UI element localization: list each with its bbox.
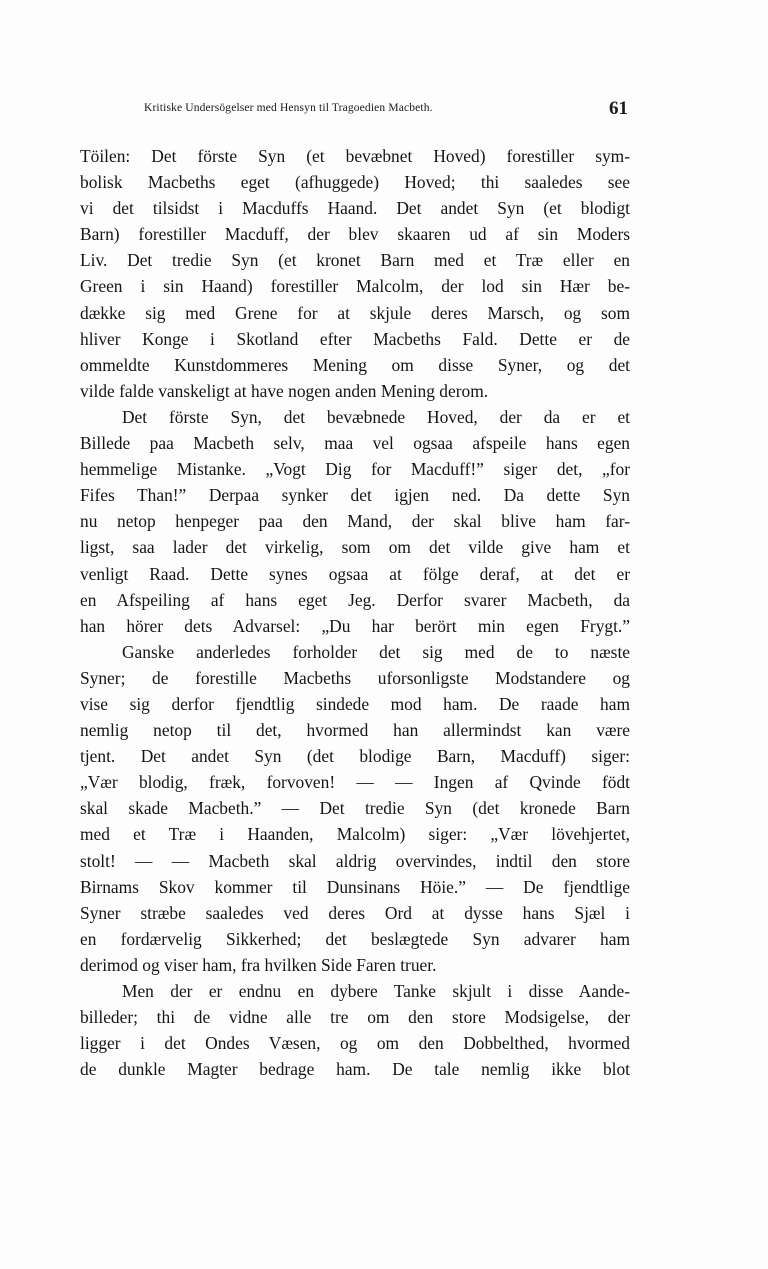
text-line: nu netop henpeger paa den Mand, der skal blive ham far- [80, 511, 630, 532]
text-line: Liv. Det tredie Syn (et kronet Barn med et Træ eller en [80, 250, 630, 271]
text-line: dække sig med Grene for at skjule deres Marsch, og som [80, 302, 630, 323]
text-line: Birnams Skov kommer til Dunsinans Höie.” — De fjendtlige [80, 876, 630, 897]
text-line: vise sig derfor fjendtlig sindede mod ham. De raade ham [80, 693, 630, 714]
body-text [80, 143, 630, 1082]
text-line: nemlig netop til det, hvormed han allermindst kan være [80, 720, 630, 741]
text-line: med et Træ i Haanden, Malcolm) siger: „Vær lövehjertet, [80, 824, 630, 845]
text-line: Töilen: Det förste Syn (et bevæbnet Hoved) forestiller sym- [80, 146, 630, 166]
text-line: venligt Raad. Dette synes ogsaa at fölge deraf, at det er [80, 563, 630, 584]
text-line: Det förste Syn, det bevæbnede Hoved, der da er et [122, 406, 630, 427]
text-line: Syner stræbe saaledes ved deres Ord at dysse hans Sjæl i [80, 902, 630, 923]
text-line: skal skade Macbeth.” — Det tredie Syn (det kronede Barn [80, 798, 630, 819]
text-line: de dunkle Magter bedrage ham. De tale nemlig ikke blot [80, 1059, 630, 1080]
text-line: en fordærvelig Sikkerhed; det beslægtede Syn advarer ham [80, 928, 630, 949]
text-line: han hörer dets Advarsel: „Du har berört min egen Frygt.” [80, 615, 630, 636]
text-line: „Vær blodig, fræk, forvoven! — — Ingen af Qvinde födt [80, 772, 630, 793]
text-line: hliver Konge i Skotland efter Macbeths Fald. Dette er de [80, 328, 630, 349]
text-line: Billede paa Macbeth selv, maa vel ogsaa afspeile hans egen [80, 433, 630, 454]
text-line: derimod og viser ham, fra hvilken Side Faren truer. [80, 954, 437, 975]
text-line: en Afspeiling af hans eget Jeg. Derfor svarer Macbeth, da [80, 589, 630, 610]
text-line: ligger i det Ondes Væsen, og om den Dobbelthed, hvormed [80, 1033, 630, 1054]
text-line: Barn) forestiller Macduff, der blev skaaren ud af sin Moders [80, 224, 630, 245]
text-line: billeder; thi de vidne alle tre om den store Modsigelse, der [80, 1007, 630, 1028]
text-line: vi det tilsidst i Macduffs Haand. Det andet Syn (et blodigt [80, 198, 630, 219]
text-line: ligst, saa lader det virkelig, som om det vilde give ham et [80, 537, 630, 558]
text-line: Ganske anderledes forholder det sig med de to næste [122, 641, 630, 662]
running-head [80, 98, 628, 120]
text-line: ommeldte Kunstdommeres Mening om disse Syner, og det [80, 354, 630, 375]
text-line: vilde falde vanskeligt at have nogen anden Mening derom. [80, 380, 489, 401]
text-line: Green i sin Haand) forestiller Malcolm, der lod sin Hær be- [80, 276, 630, 297]
page-number: 61 [609, 98, 628, 119]
text-line: Men der er endnu en dybere Tanke skjult i disse Aande- [122, 981, 630, 1001]
text-line: stolt! — — Macbeth skal aldrig overvindes, indtil den store [80, 850, 630, 871]
text-line: hemmelige Mistanke. „Vogt Dig for Macduff!” siger det, „for [80, 459, 630, 480]
text-line: Syner; de forestille Macbeths uforsonligste Modstandere og [80, 667, 630, 688]
running-title: Kritiske Undersögelser med Hensyn til Tragoedien Macbeth. [144, 102, 433, 114]
text-line: tjent. Det andet Syn (det blodige Barn, Macduff) siger: [80, 746, 630, 767]
text-line: Fifes Than!” Derpaa synker det igjen ned. Da dette Syn [80, 485, 630, 506]
text-line: bolisk Macbeths eget (afhuggede) Hoved; thi saaledes see [80, 172, 630, 193]
